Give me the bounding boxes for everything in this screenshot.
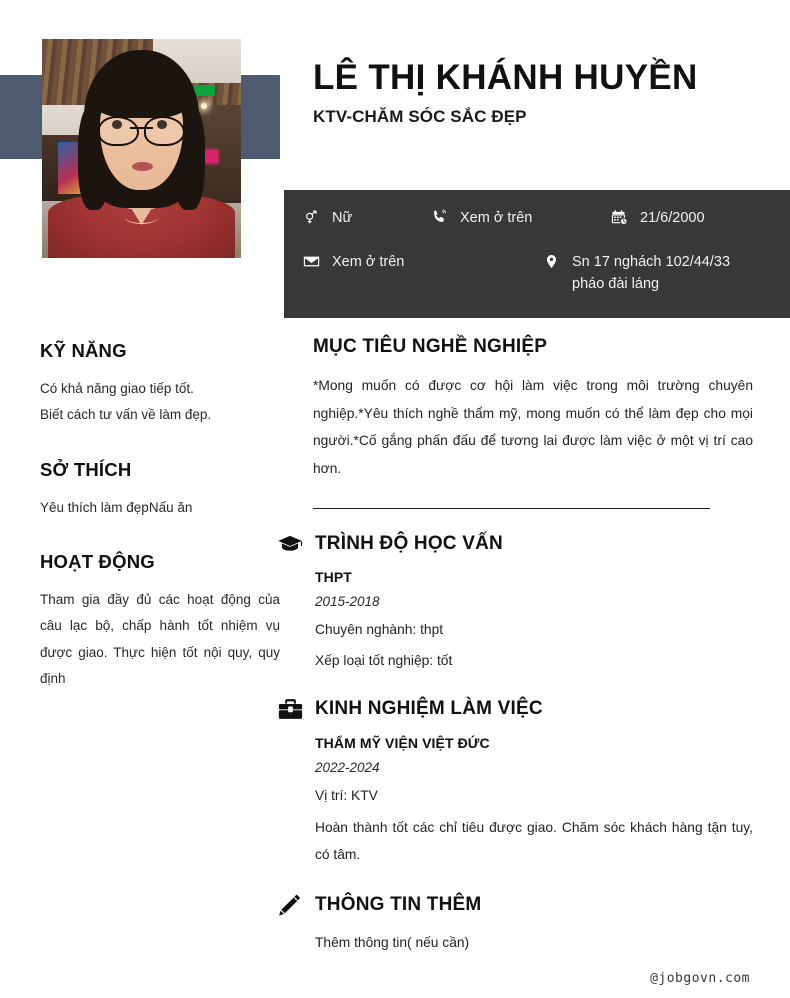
skills-line: Có khả năng giao tiếp tốt.: [40, 381, 194, 396]
main-column: [313, 336, 753, 961]
section-experience: [313, 697, 753, 869]
section-activities: [40, 551, 280, 692]
activities-text: Tham gia đầy đủ các hoạt động của câu lạc bộ, chấp hành tốt nhiệm vụ được giao. Thực hiện tốt nội quy, quy định: [40, 591, 280, 686]
pencil-icon: [273, 893, 307, 917]
objective-title: MỤC TIÊU NGHỀ NGHIỆP: [313, 336, 548, 357]
contact-row-top: [284, 208, 790, 230]
interests-title: SỞ THÍCH: [40, 458, 132, 480]
contact-gender-value: Nữ: [332, 210, 353, 226]
job-title: KTV-CHĂM SÓC SẮC ĐẸP: [313, 107, 527, 127]
contact-email: [300, 252, 540, 274]
section-divider: [313, 508, 710, 509]
education-school: THPT: [315, 569, 352, 586]
avatar: [42, 39, 241, 258]
additional-text: Thêm thông tin( nếu cần): [315, 934, 470, 950]
graduation-cap-icon: [273, 534, 307, 554]
section-skills: [40, 340, 280, 429]
name-block: [313, 58, 698, 127]
contact-gender: [300, 208, 428, 230]
gender-icon: [300, 208, 322, 225]
watermark: @jobgovn.com: [650, 971, 750, 986]
contact-phone-value: Xem ở trên: [460, 210, 533, 226]
briefcase-icon: [273, 697, 307, 721]
interests-line: Yêu thích làm đẹpNấu ăn: [40, 499, 193, 515]
education-dates: 2015-2018: [315, 594, 380, 610]
contact-row-bottom: [284, 230, 790, 296]
email-icon: [300, 252, 322, 270]
additional-title: THÔNG TIN THÊM: [315, 893, 482, 915]
contact-email-value: Xem ở trên: [332, 253, 405, 270]
objective-text: *Mong muốn có được cơ hội làm việc trong môi trường chuyên nghiệp.*Yêu thích nghề thẩm mỹ, mong muốn có thể làm đẹp cho mọi người.*Cố gắng phấn đấu để tương lai được làm việc ở một vị trí cao hơn.: [313, 378, 753, 476]
contact-dob-value: 21/6/2000: [640, 210, 705, 226]
sidebar-column: [40, 340, 280, 722]
section-interests: [40, 459, 280, 521]
contact-phone: [428, 208, 608, 230]
experience-position: Vị trí: KTV: [315, 787, 378, 803]
contact-dob: [608, 208, 778, 230]
contact-address: [540, 252, 770, 296]
section-additional: [313, 893, 753, 955]
section-education: [313, 533, 753, 672]
contact-address-value: Sn 17 nghách 102/44/33 pháo đài láng: [572, 253, 731, 292]
profile-photo-illustration: [42, 39, 241, 258]
experience-description: Hoàn thành tốt các chỉ tiêu được giao. Chăm sóc khách hàng tận tuy, có tâm.: [315, 819, 753, 863]
cv-header: [0, 0, 790, 320]
experience-title: KINH NGHIỆM LÀM VIỆC: [315, 697, 543, 719]
experience-dates: 2022-2024: [315, 759, 380, 775]
calendar-icon: [608, 208, 630, 226]
education-title: TRÌNH ĐỘ HỌC VẤN: [315, 533, 503, 555]
activities-title: HOẠT ĐỘNG: [40, 550, 155, 572]
section-objective: [313, 336, 753, 509]
education-grade: Xếp loại tốt nghiệp: tốt: [315, 652, 453, 668]
location-icon: [540, 252, 562, 270]
skills-line: Biết cách tư vấn về làm đẹp.: [40, 407, 212, 423]
page-title: LÊ THỊ KHÁNH HUYỀN: [313, 58, 698, 97]
phone-icon: [428, 208, 450, 225]
education-major: Chuyên nghành: thpt: [315, 622, 444, 638]
skills-title: KỸ NĂNG: [40, 340, 127, 361]
contact-info-block: [284, 190, 790, 318]
experience-company: THẨM MỸ VIỆN VIỆT ĐỨC: [315, 734, 490, 751]
